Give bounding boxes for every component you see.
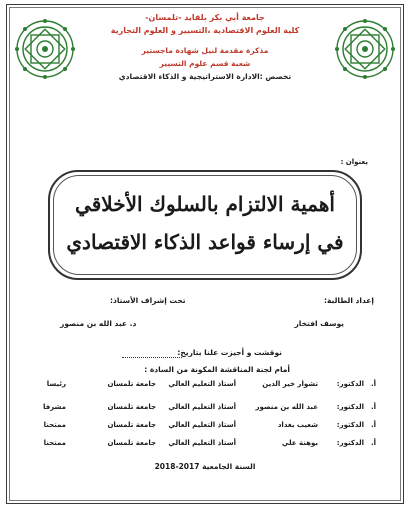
thesis-title-line-1: أهمية الالتزام بالسلوك الأخلاقي <box>75 192 335 216</box>
jury-rank: أستاذ التعليم العالي <box>168 403 236 411</box>
jury-rank: أستاذ التعليم العالي <box>168 439 236 447</box>
jury-row <box>16 439 376 451</box>
specialty-name: تخصص :الادارة الاستراتيجية و الذكاء الاقتصادي <box>118 72 292 81</box>
academic-year: السنة الجامعية 2017-2018 <box>154 462 256 471</box>
prepared-by-label: إعداد الطالبة: <box>324 296 374 305</box>
faculty-name: كلية العلوم الاقتصادية ،التسيير و العلوم التجارية <box>110 26 300 35</box>
supervisor-label: تحت إشراف الأستاذ: <box>110 296 186 305</box>
jury-name: شعيب بغداد <box>277 421 318 429</box>
jury-institution: جامعة تلمسان <box>107 439 156 447</box>
university-emblem-icon <box>14 18 76 80</box>
jury-name: عبد الله بن منصور <box>255 403 318 411</box>
defense-date-label: نوقشت و أجيزت علنا بتاريخ: <box>177 348 282 357</box>
university-name: جامعة أبي بكر بلقايد -تلمسان- <box>145 13 265 22</box>
jury-number: أ. <box>370 403 376 411</box>
jury-role: ممتحنا <box>43 439 66 447</box>
jury-row <box>16 380 376 392</box>
jury-institution: جامعة تلمسان <box>107 380 156 388</box>
jury-title-prefix: الدكتور: <box>336 439 364 447</box>
jury-rank: أستاذ التعليم العالي <box>168 380 236 388</box>
jury-institution: جامعة تلمسان <box>107 403 156 411</box>
jury-rank: أستاذ التعليم العالي <box>168 421 236 429</box>
jury-number: أ. <box>370 421 376 429</box>
university-emblem-icon <box>334 18 396 80</box>
jury-role: ممتحنا <box>43 421 66 429</box>
subject-label: بعنوان : <box>340 158 368 166</box>
jury-title-prefix: الدكتور: <box>336 403 364 411</box>
jury-number: أ. <box>370 439 376 447</box>
jury-role: رئيسا <box>46 380 66 388</box>
department-name: شعبة قسم علوم التسيير <box>159 59 251 68</box>
jury-row <box>16 403 376 415</box>
defense-date-line <box>122 357 182 358</box>
jury-title: أمام لجنة المناقشة المكونة من السادة : <box>144 365 290 374</box>
document-header <box>80 11 330 83</box>
jury-title-prefix: الدكتور: <box>336 421 364 429</box>
student-name: يوسف افتخار <box>294 319 344 328</box>
jury-name: بوهنة علي <box>281 439 318 447</box>
jury-role: مشرفا <box>42 403 66 411</box>
jury-name: تشوار خير الدين <box>262 380 318 388</box>
memo-type: مذكرة مقدمة لنيل شهادة ماجستير <box>141 46 269 55</box>
thesis-title-line-2: في إرساء قواعد الذكاء الاقتصادي <box>66 230 344 254</box>
jury-title-prefix: الدكتور: <box>336 380 364 388</box>
title-frame <box>48 170 362 280</box>
jury-row <box>16 421 376 433</box>
jury-number: أ. <box>370 380 376 388</box>
jury-institution: جامعة تلمسان <box>107 421 156 429</box>
supervisor-name: د. عبد الله بن منصور <box>60 319 137 328</box>
